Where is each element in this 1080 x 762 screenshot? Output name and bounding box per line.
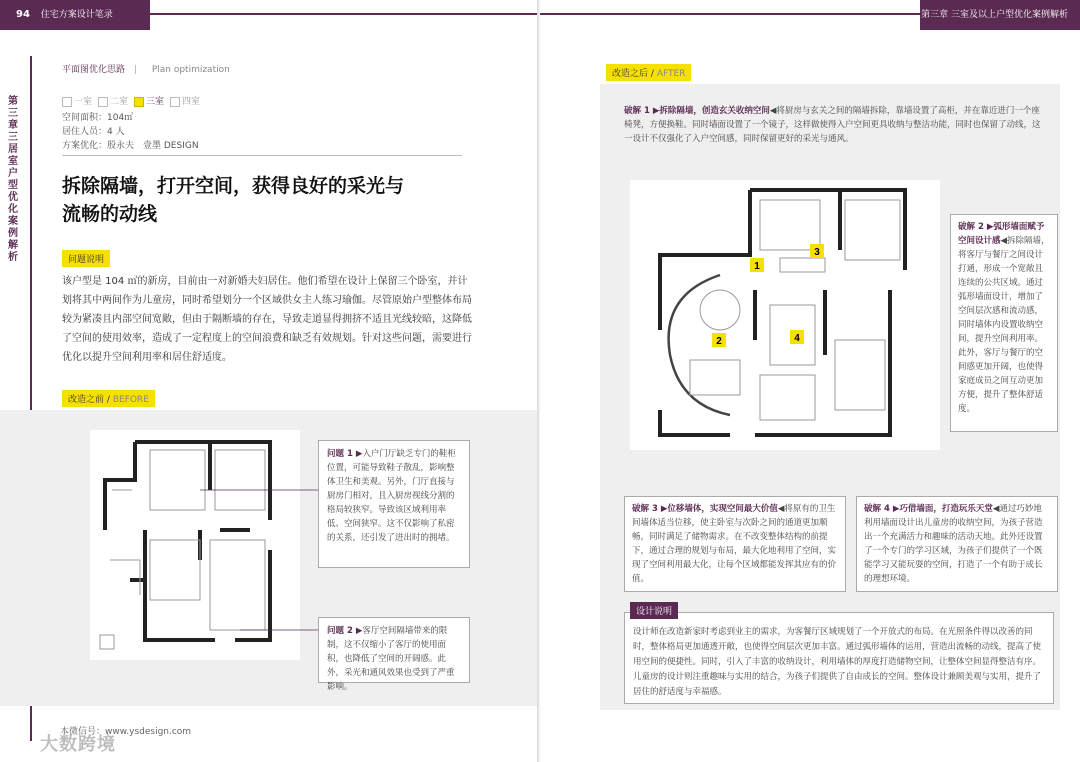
- header-rule: [150, 13, 540, 15]
- room-option-4: 四室: [170, 94, 200, 107]
- header-rule: [540, 13, 920, 15]
- section-title-cn: 平面图优化思路: [62, 65, 126, 75]
- section-divider: |: [133, 65, 137, 75]
- footer-text: 本微信号：www.ysdesign.com: [60, 727, 192, 737]
- section-title-en: Plan optimization: [151, 65, 230, 75]
- solution-1-note: 破解 1 ▶拆除隔墙，创造玄关收纳空间◀将厨房与玄关之间的隔墙拆除，靠墙设置了高柜，并在靠近进门一个座椅凳，方便换鞋。同时墙面设置了一个镜子，这样做使得入户空间更具收纳与整洁功能，同时也保留了动线，这一设计不仅强化了入户空间感，同时保留更好的采光与通风。: [624, 106, 1041, 144]
- left-page-number: 94: [16, 9, 30, 20]
- problem-2-note: 问题 2 ▶客厅空间隔墙带来的限制，这不仅缩小了客厅的使用面积，也降低了空间的开阔感。此外，采光和通风效果也受到了严重影响。: [318, 617, 470, 683]
- badge-4-label: 4: [794, 333, 800, 344]
- right-page: [540, 0, 1080, 762]
- room-option-3: 三室: [134, 94, 164, 107]
- after-tag: 改造之后 / AFTER: [606, 64, 691, 81]
- room-selector: [62, 94, 200, 107]
- problem-tag: 问题说明: [62, 250, 110, 267]
- problem-1-note: 问题 1 ▶入户门厅缺乏专门的鞋柜位置，可能导致鞋子散乱，影响整体卫生和美观。另外，门厅直接与厨房门相对，且入厨房视线分割的格局较狭窄。导致该区域利用率低、空间狭窄。这不仅影响了私密的关系，还引发了进出时的拥堵。: [318, 440, 470, 568]
- badge-1-label: 1: [754, 261, 760, 272]
- project-info: [62, 111, 199, 153]
- right-header: [920, 0, 1080, 50]
- solution-2-note: 破解 2 ▶弧形墙面赋予空间设计感◀拆除隔墙，将客厅与餐厅之间设计打通，形成一个宽敞且连续的公共区域。通过弧形墙面设计，增加了空间层次感和流动感，同时墙体内设置收纳空间，提升空间利用率。此外，客厅与餐厅的空间感更加开阔，也使得家庭成员之间互动更加方便，提升了整体舒适度。: [950, 214, 1058, 432]
- checkbox-icon: [98, 97, 108, 107]
- solution-4-note: 破解 4 ▶巧借墙面，打造玩乐天堂◀通过巧妙地利用墙面设计出儿童房的收纳空间，为孩子营造出一个充满活力和趣味的活动天地。此外还设置了一个专门的学习区域，为孩子们提供了一个既能学习又能玩耍的空间，打造了一个有助于成长的理想环境。: [856, 496, 1058, 592]
- info-area: 空间面积：104㎡: [62, 113, 134, 123]
- checkbox-icon: [62, 97, 72, 107]
- left-running-head: 住宅方案设计笔录: [40, 10, 113, 20]
- right-running-head: 第三章 三室及以上户型优化案例解析: [921, 10, 1068, 20]
- page-title: 拆除隔墙，打开空间，获得良好的采光与流畅的动线: [62, 175, 405, 225]
- design-tag: 设计说明: [630, 602, 678, 619]
- before-tag: 改造之前 / BEFORE: [62, 390, 155, 407]
- chapter-vertical-label: 第三章 三居室户型优化案例解析: [8, 96, 18, 263]
- left-header: [0, 0, 150, 30]
- info-people: 居住人员：4 人: [62, 127, 125, 137]
- checked-box-icon: [134, 97, 144, 107]
- info-designer: 方案优化：殷永夫 壹墨 DESIGN: [62, 141, 199, 151]
- problem-text: 该户型是 104 ㎡的新房，目前由一对新婚夫妇居住。他们希望在设计上保留三个卧室，并计划将其中两间作为儿童房，同时希望划分一个区域供女主人练习瑜伽。尽管原始户型整体布局较为紧凑且内部空间宽敞，但由于隔断墙的存在，导致走道显得拥挤不适且光线较暗，这降低了空间的使用效率，造成了一定程度上的空间浪费和缺乏有效规划。针对这些问题，需要进行优化以提升空间利用率和居住舒适度。: [62, 276, 472, 363]
- design-description: [624, 612, 1054, 704]
- leader-lines: [200, 480, 320, 640]
- room-option-1: 一室: [62, 94, 92, 107]
- checkbox-icon: [170, 97, 180, 107]
- right-page-number: 95: [1046, 39, 1060, 50]
- after-floor-plan: [630, 180, 940, 450]
- badge-2-label: 2: [716, 336, 722, 347]
- badge-3-label: 3: [814, 247, 820, 258]
- room-option-2: 二室: [98, 94, 128, 107]
- divider: [62, 155, 462, 156]
- section-title: [62, 62, 230, 75]
- design-text: 设计师在改造新家时考虑到业主的需求，为客餐厅区域规划了一个开放式的布局。在光照条件得以改善的同时，整体格局更加通透开敞，也使得空间层次更加丰富。通过弧形墙体的运用，营造出流畅的动线，提高了使用空间的便捷性。同时，引入了丰富的收纳设计，利用墙体的厚度打造储物空间，让整体空间显得整洁有序。儿童房的设计则注重趣味与实用的结合，为孩子们提供了自由成长的空间。整体设计兼顾美观与实用，提升了居住的舒适度与幸福感。: [633, 627, 1042, 697]
- watermark: 大数跨境: [40, 734, 116, 755]
- solution-3-note: 破解 3 ▶位移墙体，实现空间最大价值◀将原有的卫生间墙体适当位移，使主卧室与次卧之间的通道更加顺畅，同时满足了储物需求。在不改变整体结构的前提下，通过合理的规划与布局，最大化地利用了空间，实现了空间利用最大化，让每个区域都能发挥其应有的价值。: [624, 496, 846, 592]
